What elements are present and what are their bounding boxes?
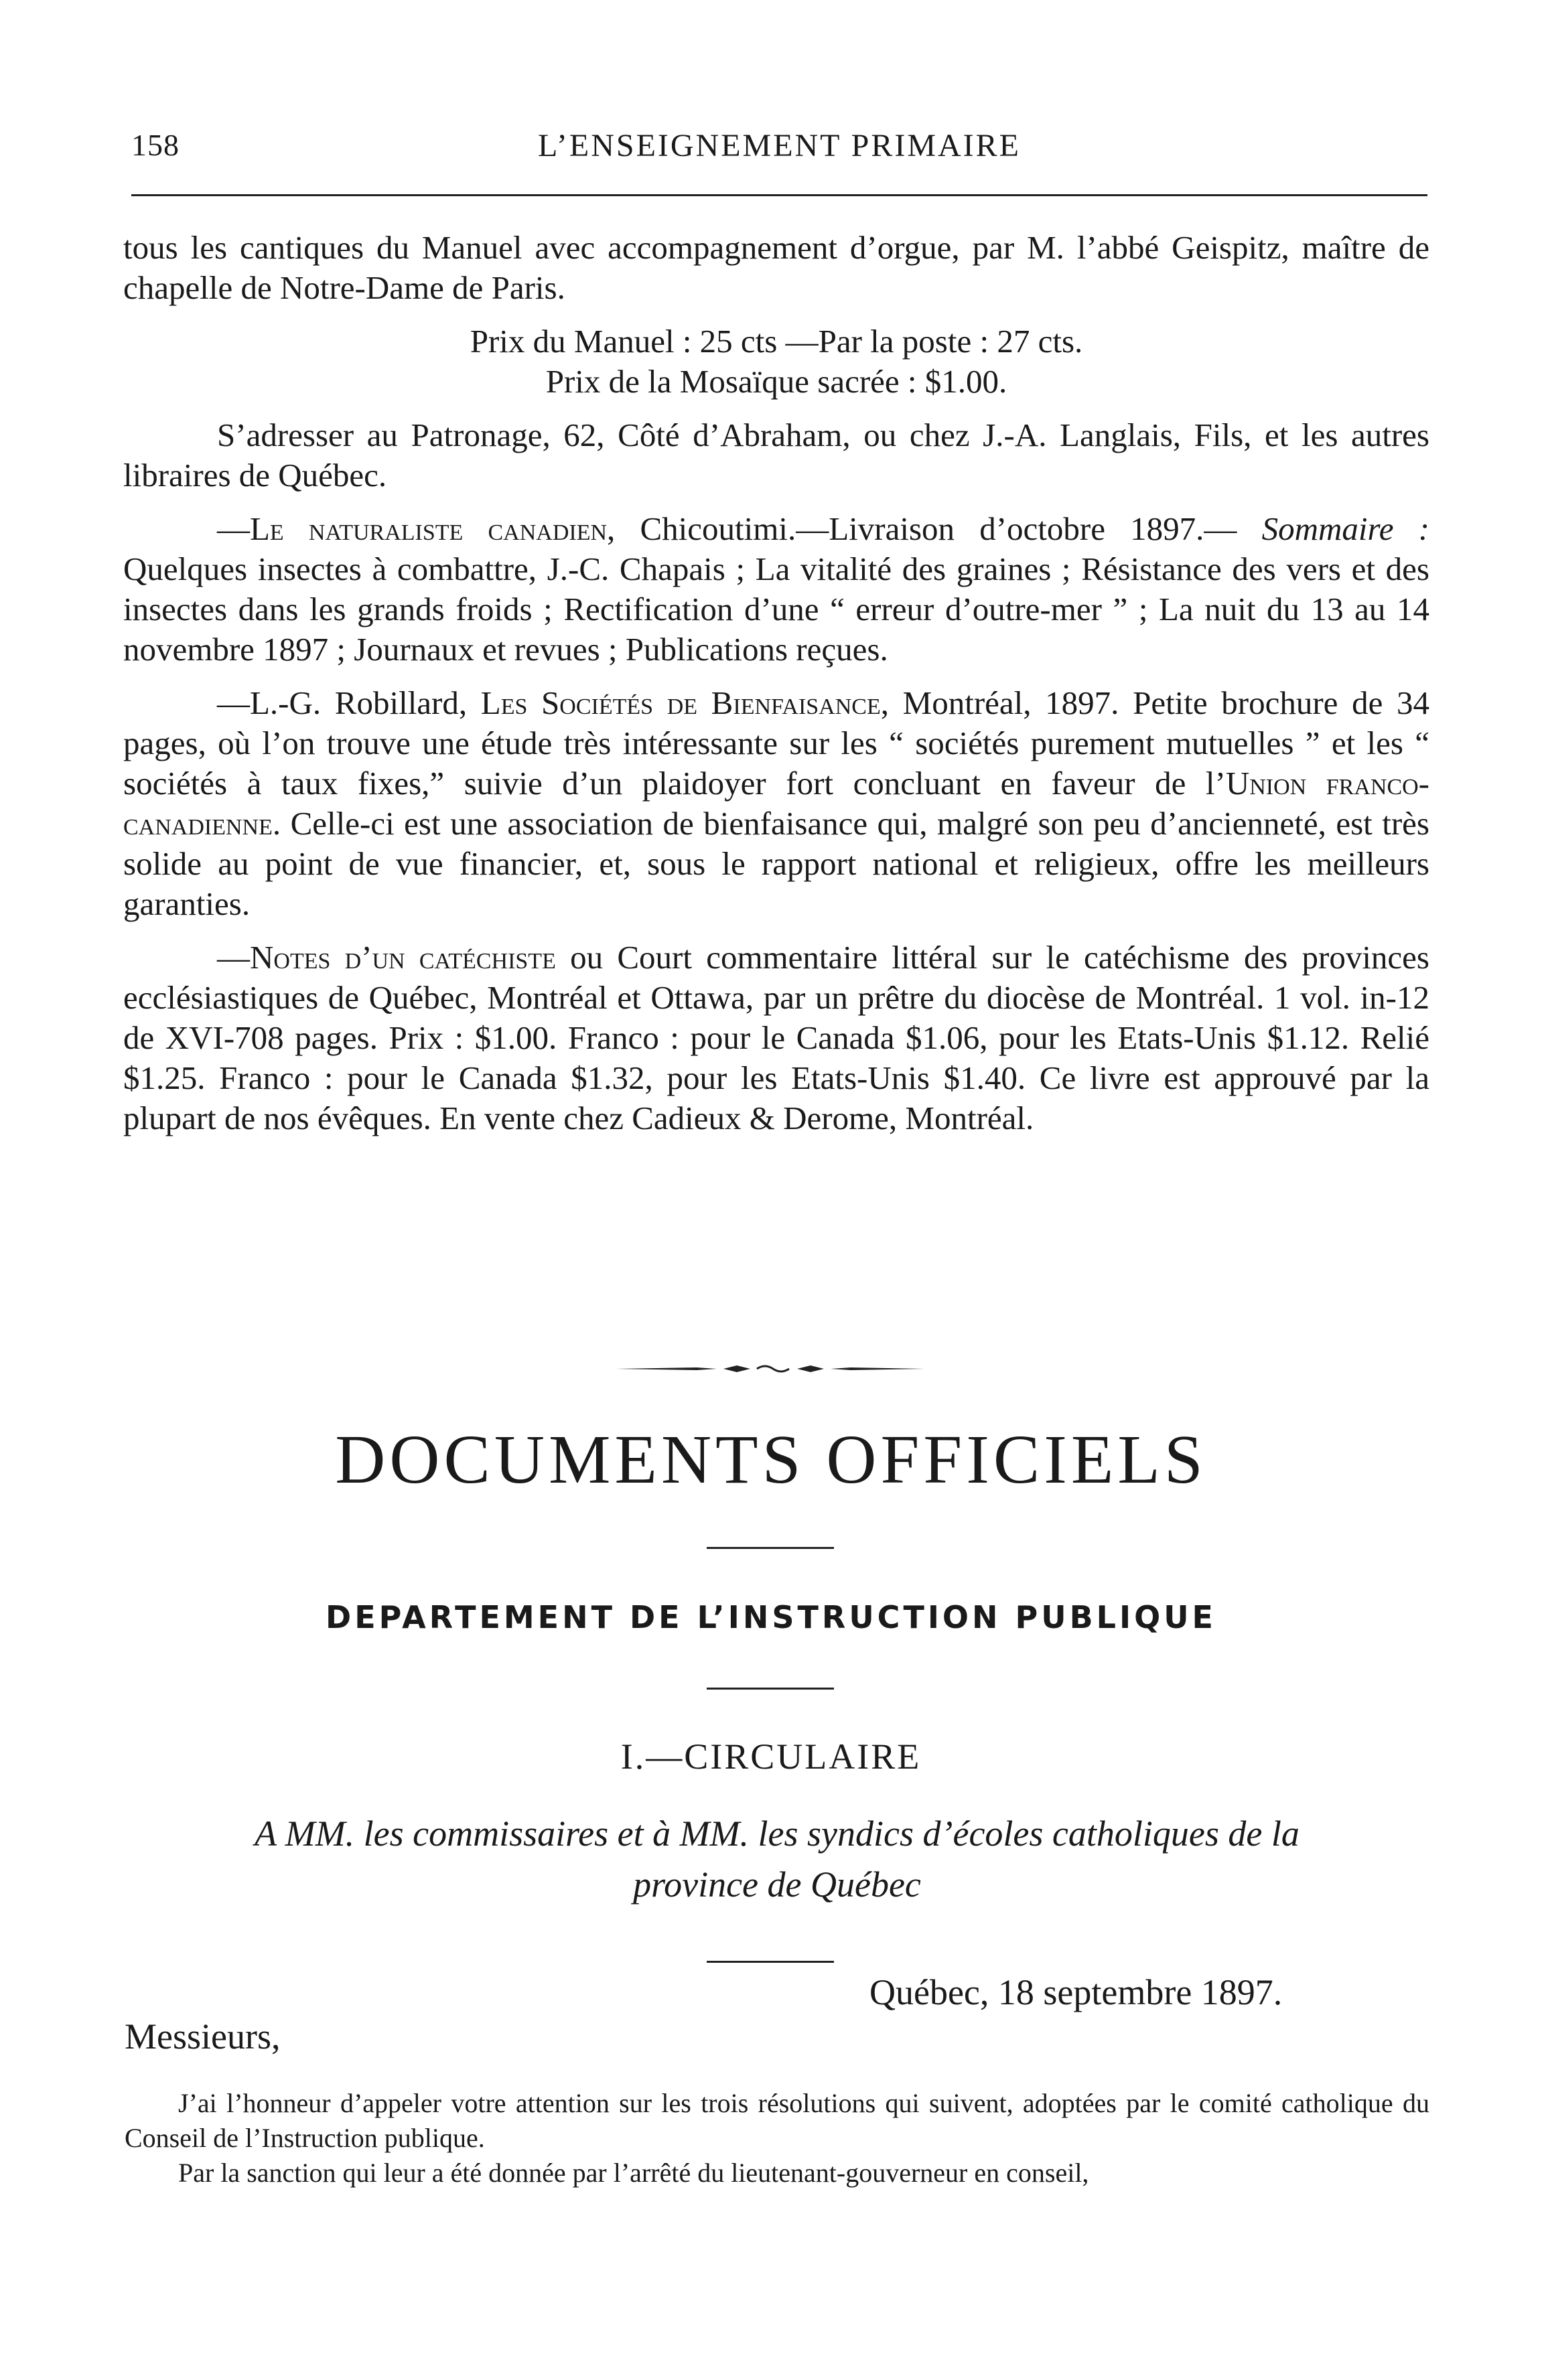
circular-paragraph: Par la sanction qui leur a été donnée par l’arrêté du lieutenant-gouverneur en conseil, — [178, 2158, 1089, 2188]
page-number: 158 — [131, 128, 180, 162]
department-rule — [707, 1688, 834, 1690]
text-run: — — [217, 939, 250, 976]
price-line-manuel: Prix du Manuel : 25 cts —Par la poste : 27 cts. — [470, 323, 1083, 360]
price-line-mosaique: Prix de la Mosaïque sacrée : $1.00. — [545, 363, 1007, 400]
circular-paragraph: J’ai l’honneur d’appeler votre attention sur les trois résolutions qui suivent, adoptées par le comité catholique du Conseil de l’Instruction publique. — [125, 2088, 1429, 2153]
ornament-divider — [616, 1363, 924, 1374]
book-title: Les Sociétés de Bienfaisance — [480, 684, 881, 721]
department-title: DEPARTEMENT DE L’INSTRUCTION PUBLIQUE — [326, 1599, 1216, 1635]
body-text — [123, 228, 1429, 1152]
paragraph-robillard — [123, 683, 1429, 924]
journal-title: Le naturaliste canadien — [250, 510, 608, 547]
text-run: —L.-G. Robillard, — [217, 684, 481, 721]
organization-name: Union franco-canadienne — [123, 765, 1429, 842]
dateline: Québec, 18 septembre 1897. — [869, 1972, 1283, 2012]
paragraph-patronage: S’adresser au Patronage, 62, Côté d’Abraham, ou chez J.-A. Langlais, Fils, et les autres libraires de Québec. — [123, 417, 1429, 494]
running-title: L’ENSEIGNEMENT PRIMAIRE — [537, 128, 1021, 163]
paragraph-naturaliste — [123, 509, 1429, 670]
sommaire-label: Sommaire : — [1261, 510, 1430, 547]
text-run: , Chicoutimi.—Livraison d’octobre 1897.— — [607, 510, 1262, 547]
addressee-line: province de Québec — [633, 1864, 921, 1905]
salutation: Messieurs, — [125, 2016, 281, 2057]
text-run: , Montréal, 1897. Petite brochure de 34 pages, où l’on trouve une étude très intéressante sur les “ sociétés purement mutuelles ” et les “ sociétés à taux fixes,” suivie d’un plaidoyer fort concluant en faveur de l’ — [123, 684, 1429, 802]
book-title: Notes d’un catéchiste — [250, 939, 556, 976]
addressee-rule — [707, 1961, 834, 1963]
circular-body — [125, 2086, 1429, 2190]
addressee-line: A MM. les commissaires et à MM. les syndics d’écoles catholiques de la — [255, 1813, 1300, 1854]
paragraph-catechiste — [123, 938, 1429, 1138]
addressee — [141, 1808, 1413, 1910]
text-run: — — [217, 510, 250, 547]
text-run: Quelques insectes à combattre, J.-C. Chapais ; La vitalité des graines ; Résistance des vers et des insectes dans les grands froids ; Rectification d’une “ erreur d’outre-mer ” ; La nuit du 13 au 14 novembre 1897 ; Journaux et revues ; Publications reçues. — [123, 550, 1429, 668]
header-rule — [131, 194, 1427, 196]
text-run: ou Court commentaire littéral sur le catéchisme des provinces ecclésiastiques de Québec, Montréal et Ottawa, par un prêtre du diocèse de Montréal. 1 vol. in-12 de XVI-708 pages. Prix : $1.00. Franco : pour le Canada $1.06, pour les Etats-Unis $1.12. Relié $1.25. Franco : pour le Canada $1.32, pour les Etats-Unis $1.40. Ce livre est approuvé par la plupart de nos évêques. En vente chez Cadieux & Derome, Montréal. — [123, 939, 1429, 1136]
text-run: . Celle-ci est une association de bienfaisance qui, malgré son peu d’ancienneté, est très solide au point de vue financier, et, sous le rapport national et religieux, offre les meilleurs garanties. — [123, 805, 1429, 922]
title-rule — [707, 1547, 834, 1549]
circular-title: I.—CIRCULAIRE — [620, 1736, 922, 1777]
section-title: DOCUMENTS OFFICIELS — [335, 1421, 1207, 1498]
paragraph-manuel: tous les cantiques du Manuel avec accompagnement d’orgue, par M. l’abbé Geispitz, maître de chapelle de Notre-Dame de Paris. — [123, 229, 1429, 306]
running-header — [131, 127, 1427, 174]
